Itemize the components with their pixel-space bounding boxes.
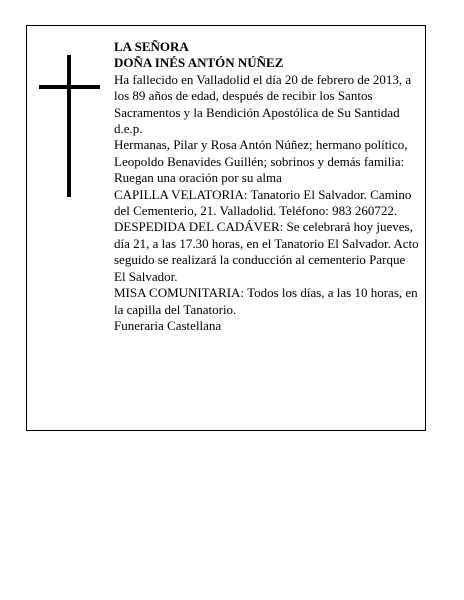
death-announcement: Ha fallecido en Valladolid el día 20 de febrero de 2013, a los 89 años de edad, después de recibir los Santos Sacramentos y la Bendición Apostólica de Su Santidad	[114, 71, 412, 120]
rip-abbreviation: d.e.p.	[114, 121, 143, 137]
notice-heading: LA SEÑORA	[114, 39, 189, 54]
notice-text	[114, 39, 420, 334]
cross-horizontal-bar	[39, 85, 100, 89]
cross-vertical-bar	[67, 55, 71, 197]
farewell-info: DESPEDIDA DEL CADÁVER: Se celebrará hoy jueves, día 21, a las 17.30 horas, en el Tanatorio El Salvador. Acto seguido se realizará la conducción al cementerio Parque El Salvador.	[114, 219, 419, 284]
mass-info: MISA COMUNITARIA: Todos los días, a las 10 horas, en la capilla del Tanatorio.	[114, 285, 418, 317]
prayer-request: Ruegan una oración por su alma	[114, 170, 282, 186]
chapel-info: CAPILLA VELATORIA: Tanatorio El Salvador. Camino del Cementerio, 21. Valladolid. Teléfono: 983 260722.	[114, 186, 412, 219]
deceased-name: DOÑA INÉS ANTÓN NÚÑEZ	[114, 55, 284, 71]
family-members: Hermanas, Pilar y Rosa Antón Núñez; hermano político, Leopoldo Benavides Guillén; sobrinos y demás familia:	[114, 137, 408, 169]
funeral-home: Funeraria Castellana	[114, 317, 222, 333]
obituary-notice	[26, 25, 426, 431]
